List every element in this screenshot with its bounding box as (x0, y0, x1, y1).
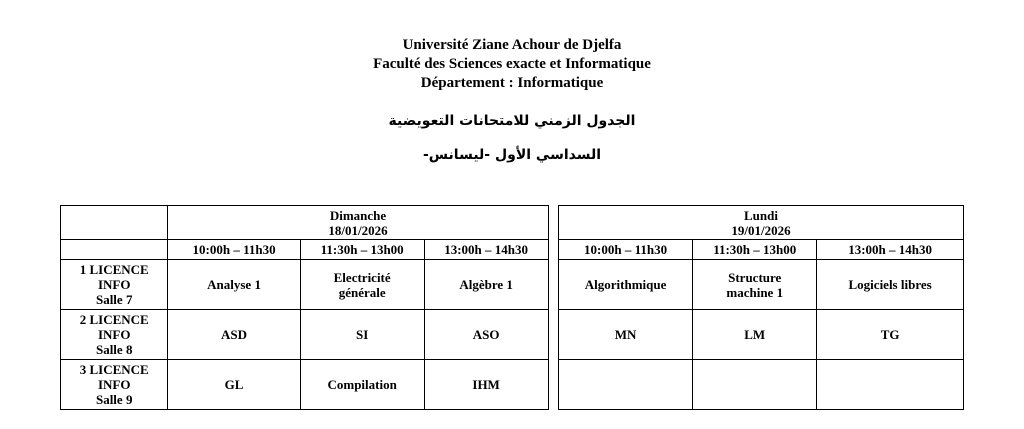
day-date: 18/01/2026 (328, 222, 388, 238)
time-slot: 11:30h – 13h00 (300, 240, 424, 260)
exam-cell (693, 260, 817, 310)
exam-cell: MN (558, 310, 692, 360)
level-label: 1 LICENCE (79, 262, 149, 277)
row-label (61, 360, 168, 410)
program-label: INFO (97, 327, 131, 342)
table-row (61, 360, 964, 410)
day-name: Dimanche (329, 207, 387, 223)
document-header (0, 36, 1024, 93)
exam-cell (300, 260, 424, 310)
exam-cell-text: Electricité générale (333, 269, 391, 300)
time-slot: 10:00h – 11h30 (168, 240, 300, 260)
table-row (61, 260, 964, 310)
room-label: Salle 8 (95, 342, 133, 357)
day-separator (548, 310, 558, 360)
row-label (61, 310, 168, 360)
time-slot: 13:00h – 14h30 (424, 240, 548, 260)
room-label: Salle 7 (95, 292, 133, 307)
department-name: Département : Informatique (420, 75, 604, 91)
room-label: Salle 9 (95, 392, 133, 407)
university-name: Université Ziane Achour de Djelfa (402, 37, 622, 53)
level-label: 3 LICENCE (79, 362, 149, 377)
exam-cell: Analyse 1 (168, 260, 300, 310)
day-name: Lundi (743, 207, 778, 223)
exam-cell: ASD (168, 310, 300, 360)
exam-cell: IHM (424, 360, 548, 410)
day-separator (548, 240, 558, 260)
level-label: 2 LICENCE (79, 312, 149, 327)
exam-cell: Compilation (300, 360, 424, 410)
exam-cell: Algorithmique (558, 260, 692, 310)
exam-cell (693, 360, 817, 410)
corner-cell (61, 240, 168, 260)
exam-cell: GL (168, 360, 300, 410)
time-slot: 10:00h – 11h30 (558, 240, 692, 260)
program-label: INFO (97, 377, 131, 392)
exam-cell: TG (817, 310, 964, 360)
exam-cell: Algèbre 1 (424, 260, 548, 310)
time-slot: 13:00h – 14h30 (817, 240, 964, 260)
exam-cell (558, 360, 692, 410)
exam-cell-text: Structure machine 1 (726, 269, 784, 300)
exam-cell (817, 360, 964, 410)
day-separator (548, 206, 558, 240)
day-header-dimanche (168, 206, 548, 240)
program-label: INFO (97, 277, 131, 292)
row-label (61, 260, 168, 310)
exam-cell: LM (693, 310, 817, 360)
time-slot: 11:30h – 13h00 (693, 240, 817, 260)
arabic-subtitle: السداسي الأول -ليسانس- (422, 147, 602, 163)
day-separator (548, 360, 558, 410)
day-header-lundi (558, 206, 963, 240)
exam-cell: SI (300, 310, 424, 360)
exam-cell: ASO (424, 310, 548, 360)
table-row (61, 310, 964, 360)
day-separator (548, 260, 558, 310)
exam-schedule-table (60, 205, 964, 410)
day-date: 19/01/2026 (731, 222, 791, 238)
exam-cell: Logiciels libres (817, 260, 964, 310)
corner-cell (61, 206, 168, 240)
arabic-title: الجدول الزمني للامتحانات التعويضية (388, 113, 636, 129)
faculty-name: Faculté des Sciences exacte et Informatique (373, 56, 651, 72)
